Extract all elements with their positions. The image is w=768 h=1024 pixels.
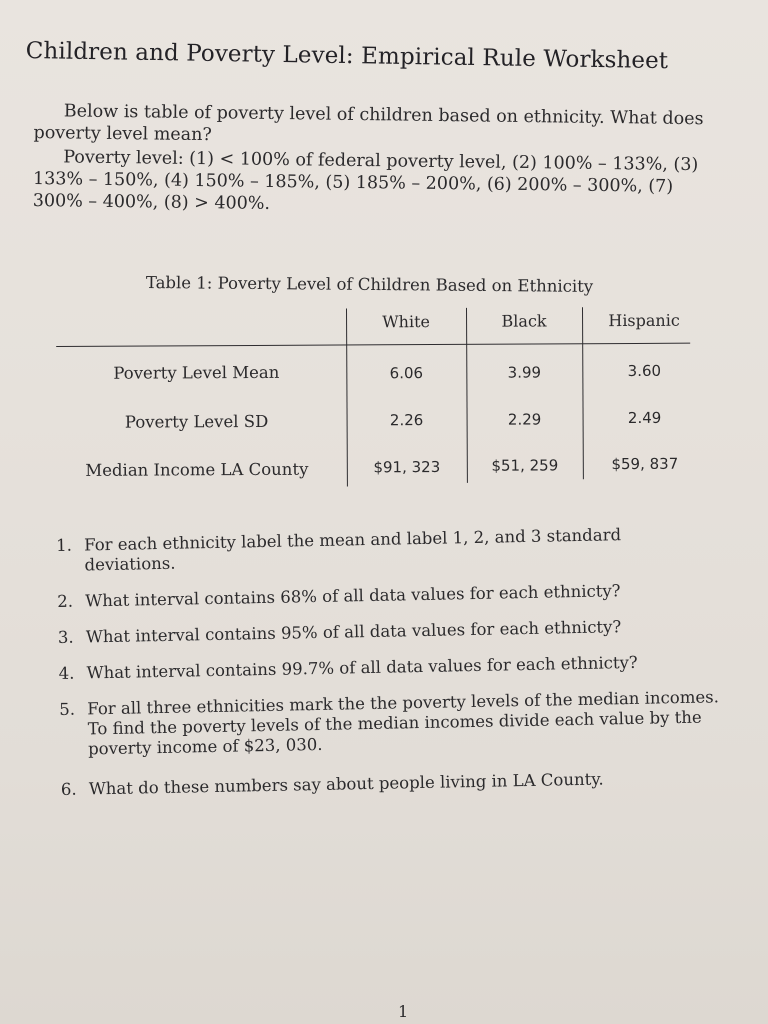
page-number: 1 [398,1002,409,1021]
table-cell: 2.49 [627,408,662,428]
question-number: 1. [56,535,73,555]
table-column-divider [346,308,348,486]
question-text: What interval contains 99.7% of all data values for each ethnicty? [86,652,638,683]
row-label-sd: Poverty Level SD [124,411,269,432]
column-header-hispanic: Hispanic [608,310,680,331]
intro-paragraph-1: Below is table of poverty level of children based on ethnicity. What does poverty level mean? [33,101,704,146]
page-title: Children and Poverty Level: Empirical Rule Worksheet [25,38,669,75]
column-header-white: White [382,312,430,332]
table-cell: 3.99 [507,363,542,382]
list-item [59,687,720,760]
list-item [61,767,721,800]
list-item [57,579,717,612]
table-cell: 6.06 [389,364,424,383]
question-number: 4. [58,663,75,683]
row-label-median-income: Median Income LA County [85,459,309,480]
column-header-black: Black [501,311,547,331]
table-column-divider [466,308,468,483]
table-caption: Table 1: Poverty Level of Children Based on Ethnicity [145,273,594,296]
table-cell: 3.60 [627,361,662,381]
table-cell: 2.29 [507,410,542,429]
table-header-rule [56,343,690,348]
list-item [56,523,717,576]
intro-text [33,100,724,220]
poverty-table [56,307,691,490]
question-number: 3. [57,627,74,647]
question-text: What interval contains 68% of all data values for each ethnicty? [85,581,621,611]
question-list [56,523,721,816]
intro-paragraph-2: Poverty level: (1) < 100% of federal poverty level, (2) 100% – 133%, (3) 133% – 150%, (4) 150% – 185%, (5) 185% – 200%, (6) 200% – 300%, (7) 300% – 400%, (8) > 400%. [32,147,699,214]
question-number: 2. [57,591,74,611]
list-item [58,651,718,684]
table-cell: $91, 323 [373,457,441,477]
question-number: 6. [60,779,77,799]
question-text: For each ethnicity label the mean and label 1, 2, and 3 standard deviations. [83,525,622,575]
question-text: What interval contains 95% of all data values for each ethnicty? [85,617,622,647]
question-number: 5. [59,699,76,719]
table-cell: $51, 259 [491,456,559,475]
row-label-mean: Poverty Level Mean [113,362,280,383]
table-column-divider [582,307,584,479]
list-item [58,615,718,648]
table-cell: 2.26 [389,411,424,430]
question-text: For all three ethnicities mark the the poverty levels of the median incomes. To find the poverty levels of the median incomes divide each value by the poverty income of $23, 030. [87,687,720,759]
question-text: What do these numbers say about people living in LA County. [88,769,604,799]
table-cell: $59, 837 [611,454,679,474]
